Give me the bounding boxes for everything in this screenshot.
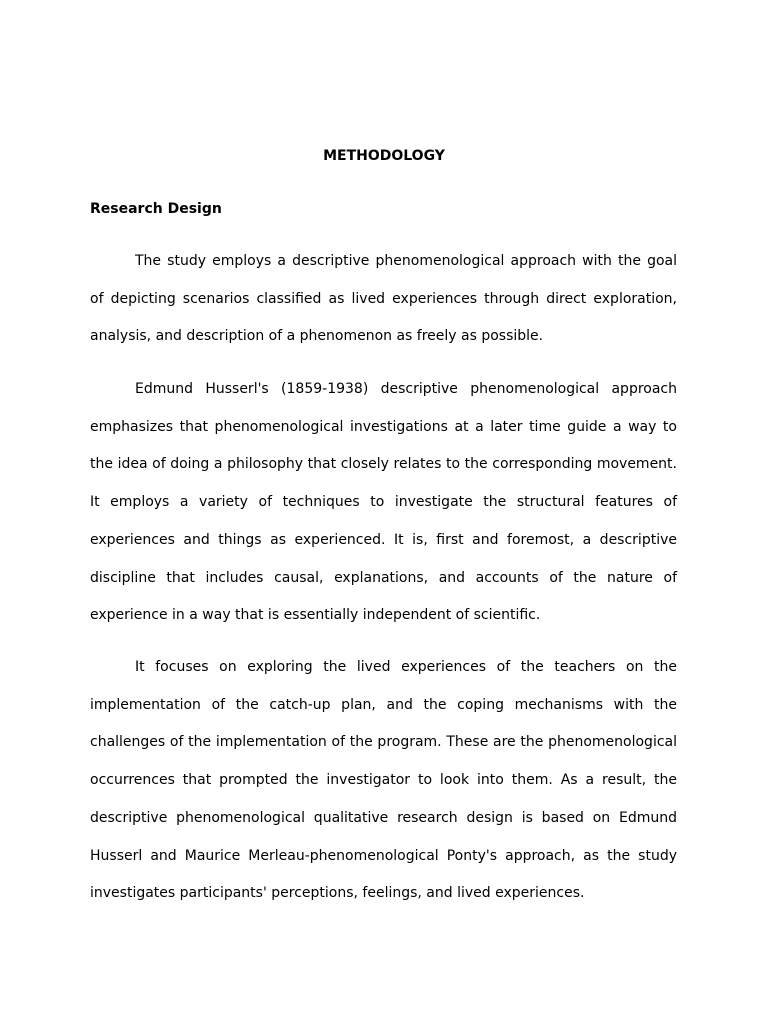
paragraph-2: Edmund Husserl's (1859-1938) descriptive phenomenological approach emphasizes that phenomenological investigations at a later time guide a way to the idea of doing a philosophy that closely relates to the corresponding movement. It employs a variety of techniques to investigate the structural features of experiences and things as experienced. It is, first and foremost, a descriptive discipline that includes causal, explanations, and accounts of the nature of experience in a way that is essentially independent of scientific. [90, 381, 677, 624]
document-title: METHODOLOGY [323, 148, 445, 164]
section-heading: Research Design [90, 201, 222, 217]
paragraph-1: The study employs a descriptive phenomenological approach with the goal of depicting scenarios classified as lived experiences through direct exploration, analysis, and description of a phenomenon as freely as possible. [90, 253, 677, 345]
paragraph-3: It focuses on exploring the lived experiences of the teachers on the implementation of the catch-up plan, and the coping mechanisms with the challenges of the implementation of the program. These are the phenomenological occurrences that prompted the investigator to look into them. As a result, the descriptive phenomenological qualitative research design is based on Edmund Husserl and Maurice Merleau-phenomenological Ponty's approach, as the study investigates participants' perceptions, feelings, and lived experiences. [90, 659, 677, 902]
